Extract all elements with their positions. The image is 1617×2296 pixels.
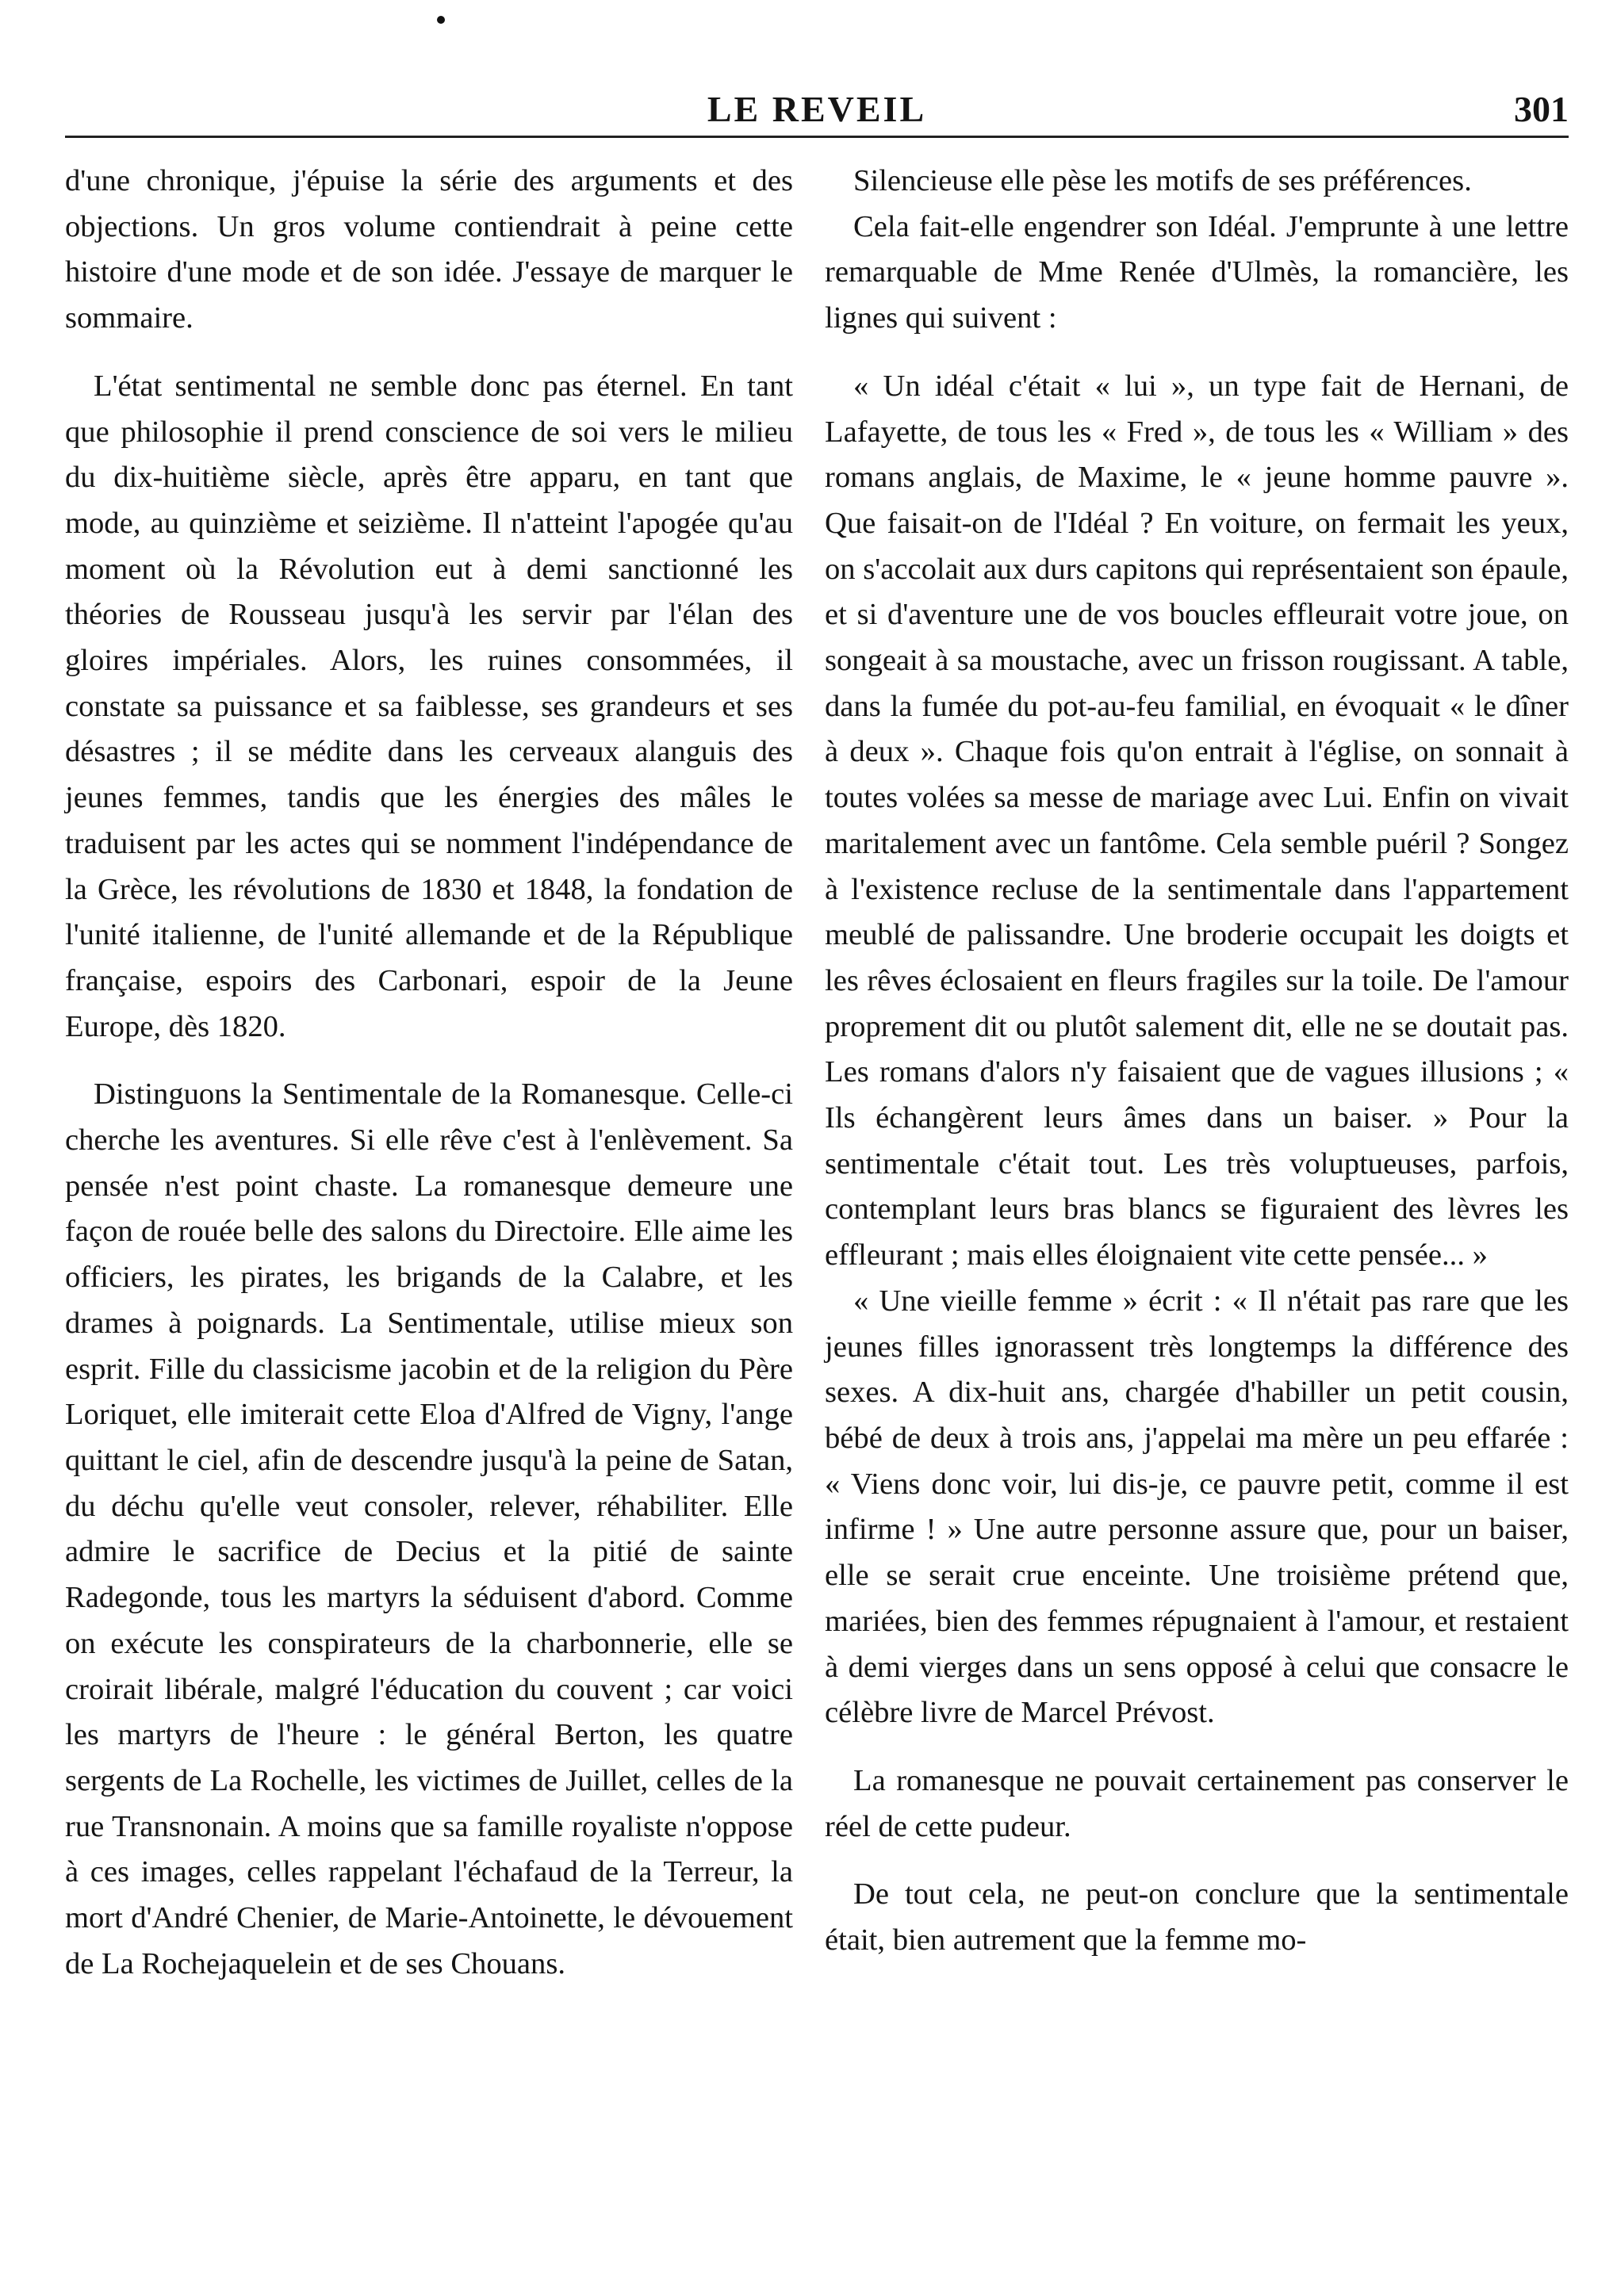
ink-dot	[437, 16, 445, 24]
paragraph: Cela fait-elle engendrer son Idéal. J'emprunte à une lettre remarquable de Mme Renée d'Ulmès, la romancière, les lignes qui suivent :	[825, 209, 1569, 335]
running-title: LE REVEIL	[707, 89, 927, 129]
paragraph: L'état sentimental ne semble donc pas éternel. En tant que philosophie il prend conscience de soi vers le milieu du dix-huitième siècle, après être apparu, en tant que mode, au quinzième et seizième. Il n'atteint l'apogée qu'au moment où la Révolution eut à demi sanctionné les théories de Rousseau jusqu'à les servir par l'élan des gloires impériales. Alors, les ruines consommées, il constate sa puissance et sa faiblesse, ses grandeurs et ses désastres ; il se médite dans les cerveaux alanguis des jeunes femmes, tandis que les énergies des mâles le traduisent par les actes qui se nomment l'indépendance de la Grèce, les révolutions de 1830 et 1848, la fondation de l'unité italienne, de l'unité allemande et de la République française, espoirs des Carbonari, espoir de la Jeune Europe, dès 1820.	[65, 369, 793, 1043]
paragraph: Silencieuse elle pèse les motifs de ses préférences.	[853, 164, 1472, 197]
paragraph: « Une vieille femme » écrit : « Il n'était pas rare que les jeunes filles ignorassent très longtemps la différence des sexes. A dix-huit ans, chargée d'habiller un petit cousin, bébé de deux à trois ans, j'appelai ma mère un peu effarée : « Viens donc voir, lui dis-je, ce pauvre petit, comme il est infirme ! » Une autre personne assure que, pour un baiser, elle se serait crue enceinte. Une troisième prétend que, mariées, bien des femmes répugnaient à l'amour, et restaient à demi vierges dans un sens opposé à celui que consacre le célèbre livre de Marcel Prévost.	[825, 1284, 1569, 1730]
running-head	[65, 87, 1569, 135]
paragraph: Distinguons la Sentimentale de la Romanesque. Celle-ci cherche les aventures. Si elle rêve c'est à l'enlèvement. Sa pensée n'est point chaste. La romanesque demeure une façon de rouée belle des salons du Directoire. Elle aime les officiers, les pirates, les brigands de la Calabre, et les drames à poignards. La Sentimentale, utilise mieux son esprit. Fille du classicisme jacobin et de la religion du Père Loriquet, elle imiterait cette Eloa d'Alfred de Vigny, l'ange quittant le ciel, afin de descendre jusqu'à la peine de Satan, du déchu qu'elle veut consoler, relever, réhabiliter. Elle admire le sacrifice de Decius et la pitié de sainte Radegonde, tous les martyrs la séduisent d'abord. Comme on exécute les conspirateurs de la charbonnerie, elle se croirait libérale, malgré l'éducation du couvent ; car voici les martyrs de l'heure : le général Berton, les quatre sergents de La Rochelle, les victimes de Juillet, celles de la rue Transnonain. A moins que sa famille royaliste n'oppose à ces images, celles rappelant l'échafaud de la Terreur, la mort d'André Chenier, de Marie-Antoinette, le dévouement de La Rochejaquelein et de ses Chouans.	[65, 1077, 793, 1980]
paragraph: d'une chronique, j'épuise la série des arguments et des objections. Un gros volume contiendrait à peine cette histoire d'une mode et de son idée. J'essaye de marquer le sommaire.	[65, 164, 793, 335]
left-column	[65, 159, 793, 1987]
page-number: 301	[1514, 89, 1569, 129]
paragraph: La romanesque ne pouvait certainement pas conserver le réel de cette pudeur.	[825, 1763, 1569, 1843]
right-column	[825, 159, 1569, 1964]
paragraph: De tout cela, ne peut-on conclure que la sentimentale était, bien autrement que la femme mo-	[825, 1877, 1569, 1957]
header-rule	[65, 136, 1569, 138]
paragraph: « Un idéal c'était « lui », un type fait de Hernani, de Lafayette, de tous les « Fred », de tous les « William » des romans anglais, de Maxime, le « jeune homme pauvre ». Que faisait-on de l'Idéal ? En voiture, on fermait les yeux, on s'accolait aux durs capitons qui représentaient son épaule, et si d'aventure une de vos boucles effleurait votre joue, on songeait à sa moustache, avec un frisson rougissant. A table, dans la fumée du pot-au-feu familial, en évoquait « le dîner à deux ». Chaque fois qu'on entrait à l'église, on sonnait à toutes volées sa messe de mariage avec Lui. Enfin on vivait maritalement avec un fantôme. Cela semble puéril ? Songez à l'existence recluse de la sentimentale dans l'appartement meublé de palissandre. Une broderie occupait les doigts et les rêves éclosaient en fleurs fragiles sur la toile. De l'amour proprement dit ou plutôt salement dit, elle ne se doutait pas. Les romans d'alors n'y faisaient que de vagues illusions ; « Ils échangèrent leurs âmes dans un baiser. » Pour la sentimentale c'était tout. Les très voluptueuses, parfois, contemplant leurs bras blancs se figuraient des lèvres les effleurant ; mais elles éloignaient vite cette pensée... »	[825, 369, 1569, 1272]
